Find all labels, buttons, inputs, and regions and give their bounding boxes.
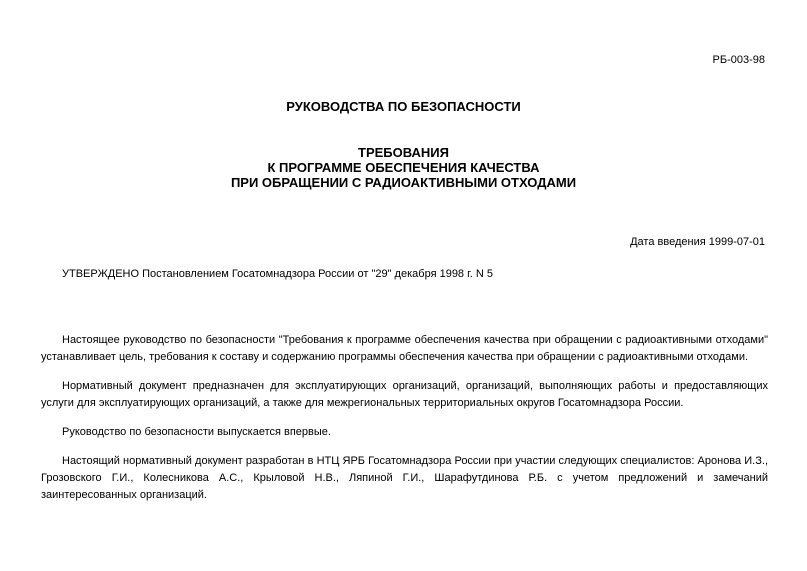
title-line: ПРИ ОБРАЩЕНИИ С РАДИОАКТИВНЫМИ ОТХОДАМИ [230,175,577,190]
paragraph-purpose: Настоящее руководство по безопасности "Требования к программе обеспечения качества при обращении с радиоактивными отходами" устанавливает цель, требования к составу и содержанию программы обеспечения качества при обращении с радиоактивными отходами. [41,334,768,363]
section-title: РУКОВОДСТВА ПО БЕЗОПАСНОСТИ [286,99,521,114]
introduction-date: Дата введения 1999-07-01 [630,236,765,248]
title-line: К ПРОГРАММЕ ОБЕСПЕЧЕНИЯ КАЧЕСТВА [267,160,540,175]
paragraph-first-edition: Руководство по безопасности выпускается впервые. [62,426,331,438]
approval-statement: УТВЕРЖДЕНО Постановлением Госатомнадзора России от "29" декабря 1998 г. N 5 [62,268,494,280]
title-line: ТРЕБОВАНИЯ [358,145,449,160]
paragraph-authors: Настоящий нормативный документ разработан в НТЦ ЯРБ Госатомнадзора России при участии следующих специалистов: Аронова И.З., Грозовского Г.И., Колесникова А.С., Крыловой Н.В., Ляпиной Г.И., Шарафутдинова Р.Б. с учетом предложений и замечаний заинтересованных организаций. [41,455,768,501]
document-title [0,145,807,190]
document-code: РБ-003-98 [712,54,765,66]
paragraph-audience: Нормативный документ предназначен для эксплуатирующих организаций, организаций, выполняющих работы и предоставляющих услуги для эксплуатирующих организаций, а также для межрегиональных территориальных округов Госатомнадзора России. [41,380,768,409]
